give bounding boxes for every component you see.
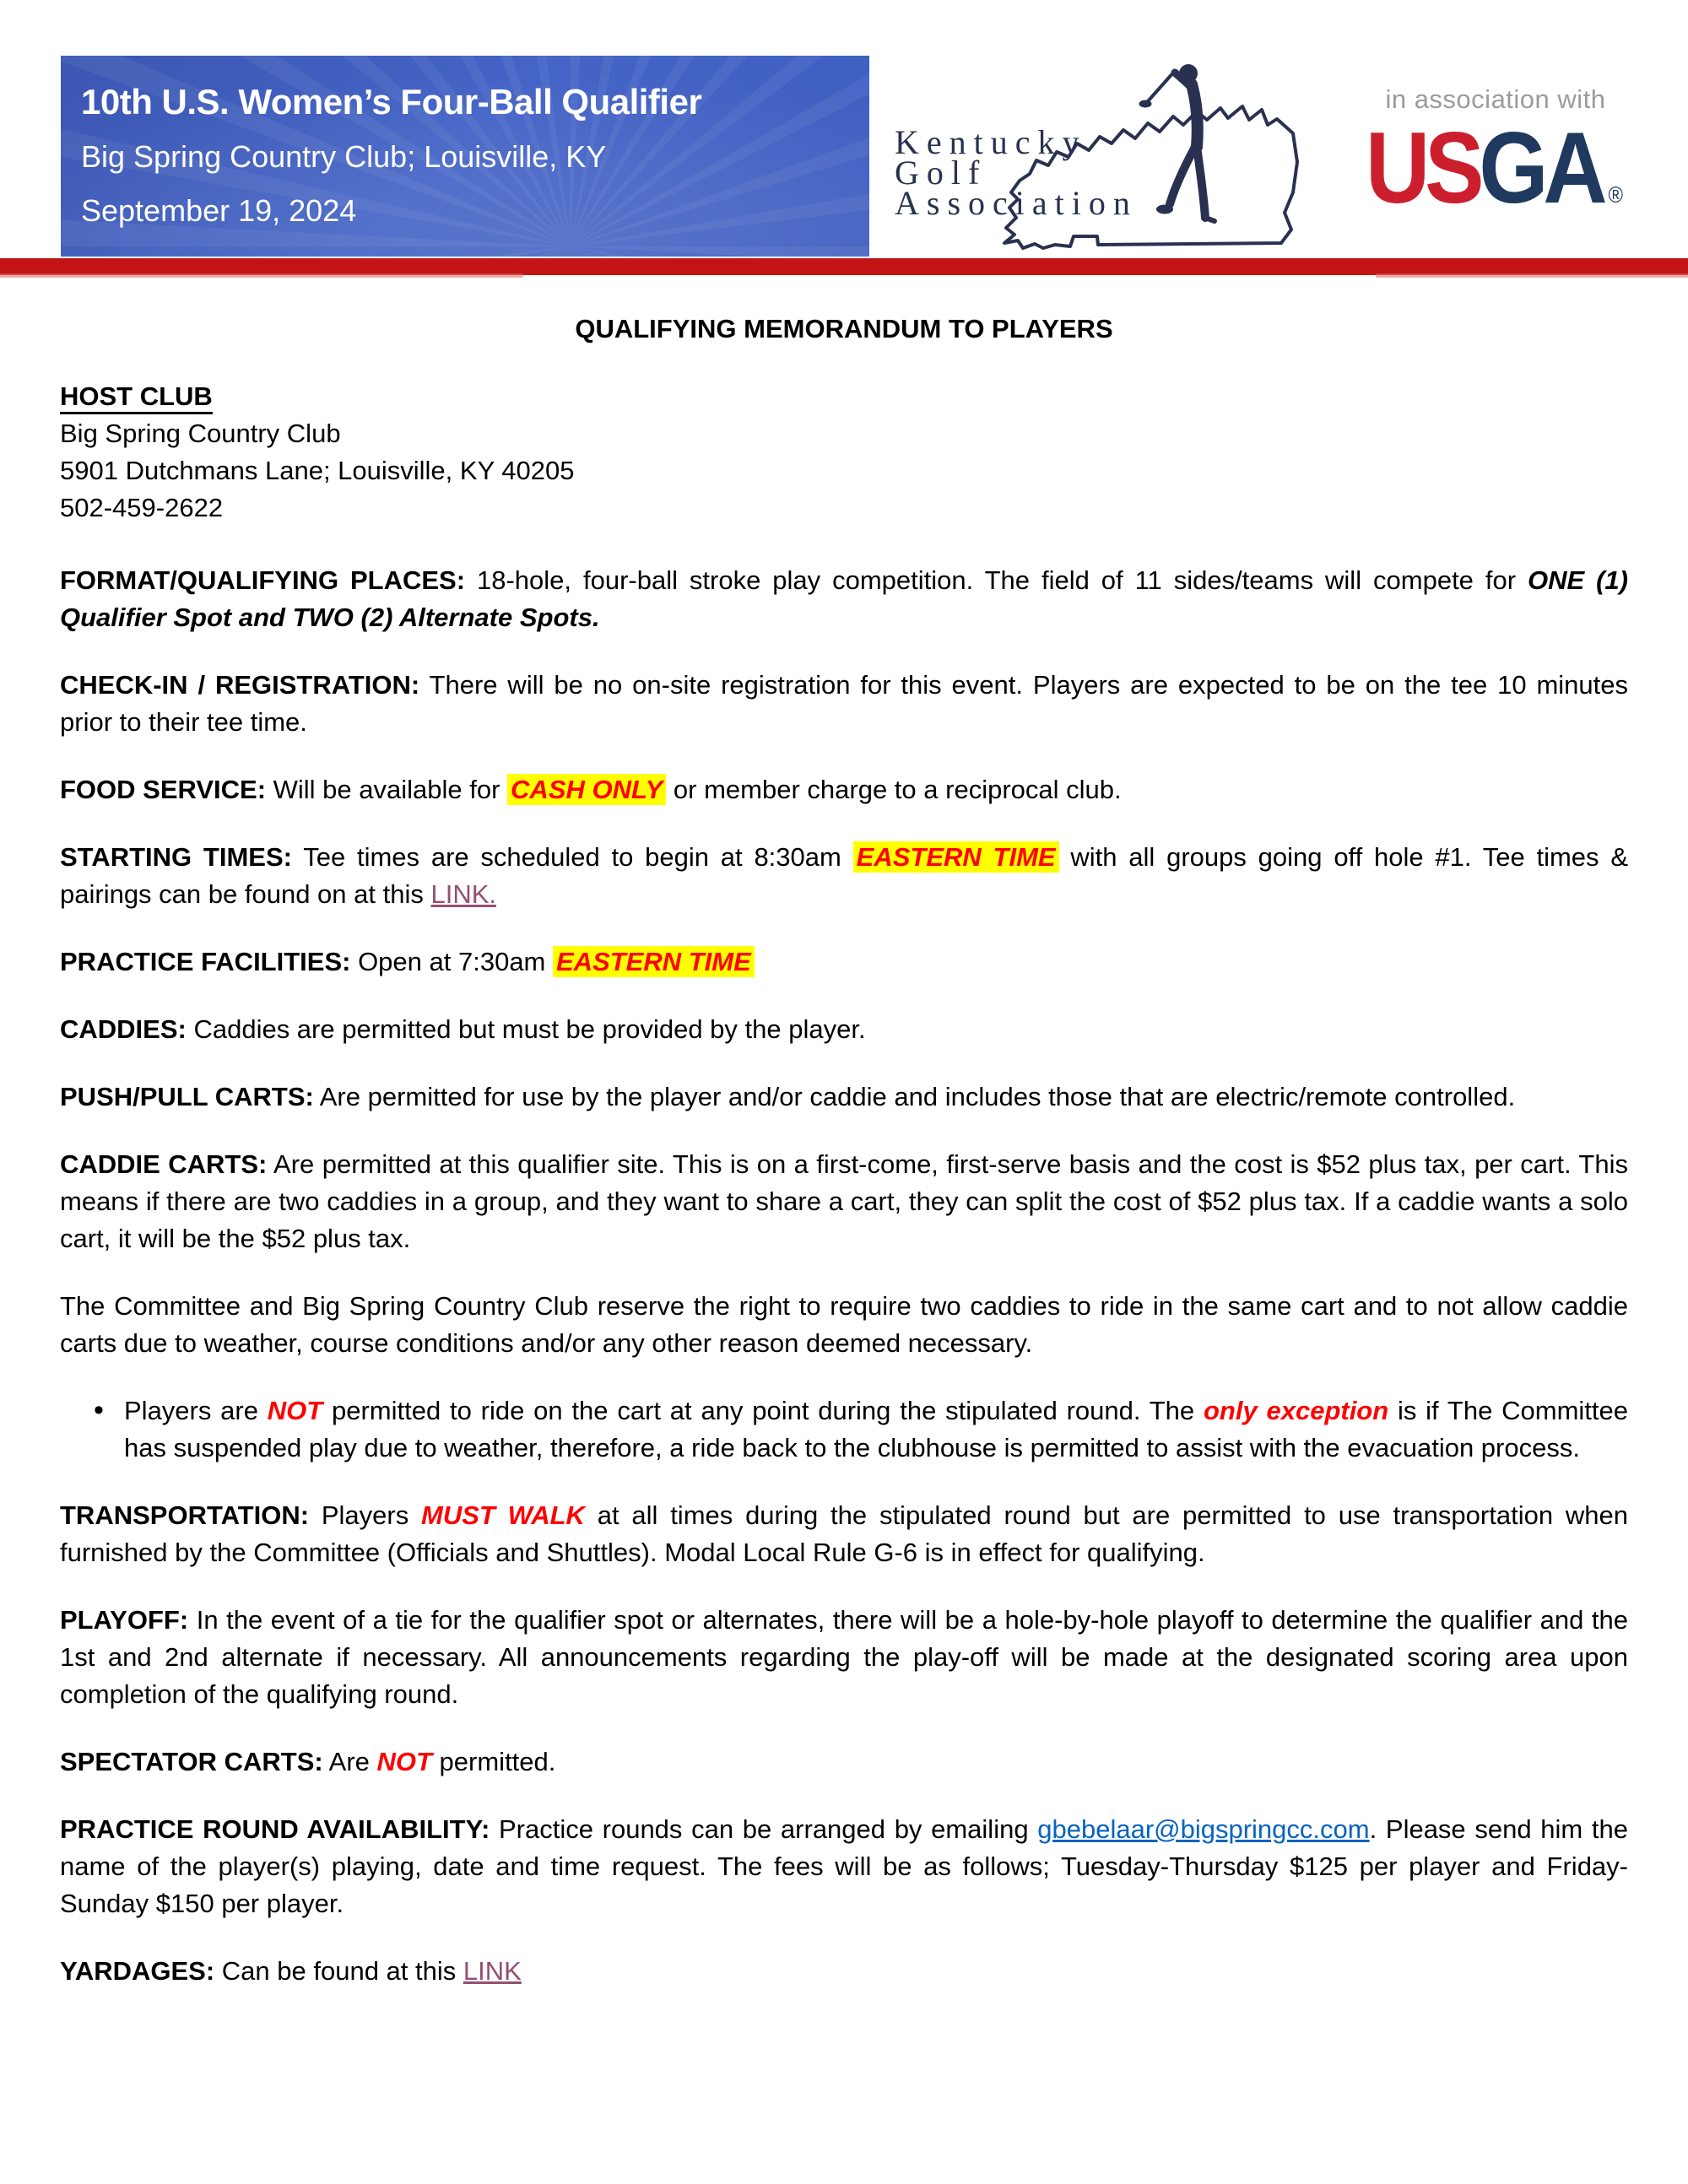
section-playoff-label: PLAYOFF:	[60, 1605, 189, 1635]
host-club-name	[60, 415, 1628, 452]
bullet-no-riding-text: NOT	[267, 1396, 323, 1425]
section-spectator-carts-label: SPECTATOR CARTS:	[60, 1747, 323, 1776]
section-practice-facilities-label: PRACTICE FACILITIES:	[60, 947, 351, 976]
bullet-no-riding	[60, 1392, 1628, 1467]
host-club-heading	[60, 378, 1628, 415]
section-caddie-carts-label: CADDIE CARTS:	[60, 1149, 268, 1179]
section-yardages-text: Can be found at this	[214, 1956, 463, 1986]
section-push-pull-carts	[60, 1078, 1628, 1116]
section-practice-facilities-text: EASTERN TIME	[553, 946, 755, 977]
bullet-no-riding-text: is if The Committee has suspended play due to weather, therefore, a ride back to the clubhouse is permitted to assist with the evacuation process.	[124, 1396, 1628, 1462]
bullet-no-riding-text: Players are	[124, 1396, 268, 1425]
usga-registered-mark-icon: ®	[1608, 182, 1624, 208]
usga-us-letters: US	[1366, 111, 1480, 224]
section-spectator-carts	[60, 1743, 1628, 1781]
section-transportation-label: TRANSPORTATION:	[60, 1500, 310, 1530]
section-practice-round-availability-text: . Please send him the name of the player(s) playing, date and time request. The fees will be as follows; Tuesday-Thursday $125 per player and Friday-Sunday $150 per player.	[60, 1814, 1628, 1918]
page-header	[0, 0, 1688, 279]
section-push-pull-carts-label: PUSH/PULL CARTS:	[60, 1082, 314, 1111]
event-location: Big Spring Country Club; Louisville, KY	[81, 139, 607, 175]
bullet-no-riding-text: only exception	[1203, 1396, 1389, 1425]
kga-word-golf: Golf	[895, 154, 987, 192]
section-spectator-carts-text: NOT	[376, 1747, 432, 1776]
host-club-heading-label: HOST CLUB	[60, 381, 213, 414]
section-spectator-carts-text: Are	[322, 1747, 377, 1776]
section-food-service-text: Will be available for	[266, 775, 508, 804]
section-caddie-carts-text: Are permitted at this qualifier site. This is on a first-come, first-serve basis and the cost is $52 plus tax, per cart. This means if there are two caddies in a group, and they want to share a cart, they can split the cost of $52 plus tax. If a caddie wants a solo cart, it will be the $52 plus tax.	[60, 1149, 1628, 1253]
tee-times-link[interactable]: LINK.	[430, 879, 496, 909]
section-format-qualifying-places-label: FORMAT/QUALIFYING PLACES:	[60, 565, 466, 595]
section-practice-facilities	[60, 943, 1628, 981]
section-transportation-text: Players	[309, 1500, 422, 1530]
section-practice-round-availability-label: PRACTICE ROUND AVAILABILITY:	[60, 1814, 490, 1844]
section-practice-round-availability-text: Practice rounds can be arranged by emailing	[490, 1814, 1038, 1844]
event-date: September 19, 2024	[81, 192, 357, 228]
event-title: 10th U.S. Women’s Four-Ball Qualifier	[81, 82, 702, 122]
section-format-qualifying-places	[60, 562, 1628, 636]
host-club-name-text: Big Spring Country Club	[60, 419, 341, 448]
section-transportation-text: MUST WALK	[421, 1500, 585, 1530]
section-starting-times	[60, 839, 1628, 913]
section-transportation-text: at all times during the stipulated round but are permitted to use transportation when furnished by the Committee (Officials and Shuttles). Modal Local Rule G-6 is in effect for qualifying.	[60, 1500, 1628, 1567]
section-push-pull-carts-text: Are permitted for use by the player and/or caddie and includes those that are electric/remote controlled.	[313, 1082, 1516, 1111]
section-caddies-label: CADDIES:	[60, 1014, 187, 1044]
memo-title	[60, 311, 1628, 348]
in-association-with-text: in association with	[1385, 84, 1606, 114]
section-format-qualifying-places-text: 18-hole, four-ball stroke play competition. The field of 11 sides/teams will compete for	[465, 565, 1528, 595]
section-food-service-text: CASH ONLY	[507, 774, 666, 805]
section-transportation	[60, 1497, 1628, 1571]
kga-word-association: Association	[895, 184, 1138, 222]
section-check-in-registration	[60, 667, 1628, 741]
event-banner	[61, 56, 869, 257]
memo-title-label: QUALIFYING MEMORANDUM TO PLAYERS	[575, 314, 1113, 343]
section-practice-round-availability	[60, 1811, 1628, 1922]
section-check-in-registration-label: CHECK-IN / REGISTRATION:	[60, 670, 420, 700]
section-playoff	[60, 1602, 1628, 1713]
section-caddies-text: Caddies are permitted but must be provided by the player.	[186, 1014, 866, 1044]
section-food-service-text: or member charge to a reciprocal club.	[666, 775, 1122, 804]
section-playoff-text: In the event of a tie for the qualifier spot or alternates, there will be a hole-by-hole playoff to determine the qualifier and the 1st and 2nd alternate if necessary. All announcements regarding the play-off will be made at the designated scoring area upon completion of the qualifying round.	[60, 1605, 1628, 1709]
bullet-no-riding-text: permitted to ride on the cart at any point during the stipulated round. The	[322, 1396, 1204, 1425]
section-starting-times-label: STARTING TIMES:	[60, 842, 292, 872]
section-yardages	[60, 1953, 1628, 1990]
host-club-address	[60, 452, 1628, 489]
section-food-service	[60, 771, 1628, 808]
paragraph-committee-reserve-right-text: The Committee and Big Spring Country Club reserve the right to require two caddies to ride in the same cart and to not allow caddie carts due to weather, course conditions and/or any other reason deemed necessary.	[60, 1291, 1628, 1358]
section-starting-times-text: with all groups going off hole #1. Tee times & pairings can be found on at this	[60, 842, 1629, 909]
section-spectator-carts-text: permitted.	[431, 1747, 556, 1776]
kga-word-kentucky: Kentucky	[895, 123, 1087, 161]
section-caddies	[60, 1011, 1628, 1048]
red-divider-accent-left	[0, 273, 523, 278]
red-divider-accent-right	[1376, 273, 1688, 278]
usga-ga-letters: GA	[1479, 111, 1603, 224]
paragraph-committee-reserve-right	[60, 1288, 1628, 1362]
host-club-address-text: 5901 Dutchmans Lane; Louisville, KY 40205	[60, 456, 575, 485]
host-club-phone	[60, 489, 1628, 527]
section-format-qualifying-places-text: ONE (1) Qualifier Spot and TWO (2) Alternate Spots.	[60, 565, 1628, 632]
memo-body	[0, 279, 1688, 1990]
yardages-link[interactable]: LINK	[463, 1956, 522, 1986]
section-check-in-registration-text: There will be no on-site registration for this event. Players are expected to be on the tee 10 minutes prior to their tee time.	[60, 670, 1629, 737]
usga-logo	[1366, 111, 1624, 241]
practice-round-email-link[interactable]: gbebelaar@bigspringcc.com	[1037, 1814, 1370, 1844]
host-club-phone-text: 502-459-2622	[60, 493, 224, 522]
section-yardages-label: YARDAGES:	[60, 1956, 215, 1986]
section-starting-times-text: Tee times are scheduled to begin at 8:30am	[291, 842, 853, 872]
red-divider-bar	[0, 258, 1688, 275]
kentucky-golf-association-logo	[878, 35, 1300, 262]
section-caddie-carts	[60, 1146, 1628, 1257]
section-starting-times-text: EASTERN TIME	[853, 841, 1059, 873]
section-food-service-label: FOOD SERVICE:	[60, 775, 267, 804]
section-practice-facilities-text: Open at 7:30am	[350, 947, 553, 976]
